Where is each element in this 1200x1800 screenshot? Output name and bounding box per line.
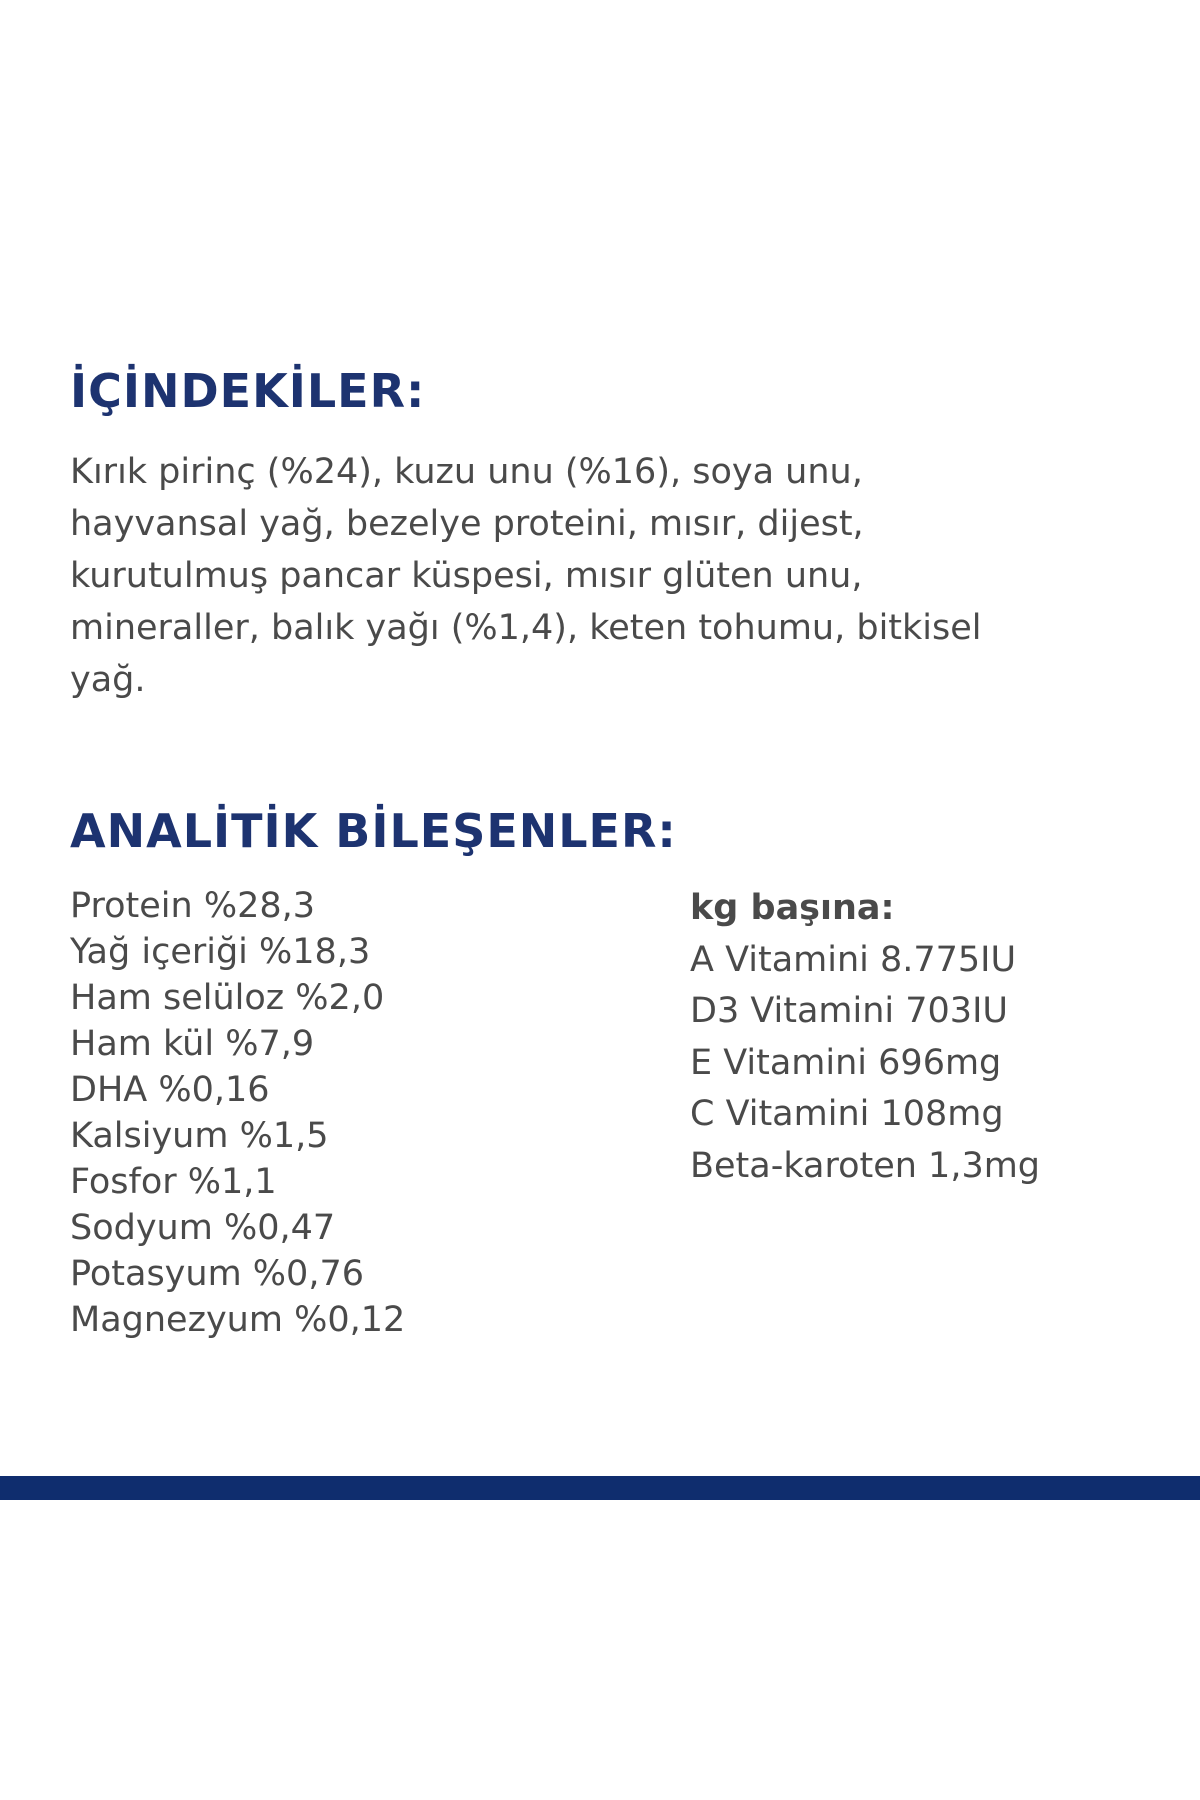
additive-item: A Vitamini 8.775IU [690, 939, 1017, 980]
constituent-item: Potasyum %0,76 [70, 1254, 364, 1294]
constituent-item: Ham selüloz %2,0 [70, 978, 385, 1018]
analytic-constituents-heading: ANALİTİK BİLEŞENLER: [70, 804, 677, 858]
additive-item: Beta-karoten 1,3mg [690, 1145, 1041, 1186]
additive-item: C Vitamini 108mg [690, 1094, 1004, 1134]
constituent-item: Yağ içeriği %18,3 [70, 932, 371, 972]
additive-item: D3 Vitamini 703IU [690, 991, 1009, 1031]
per-kg-title: kg başına: [690, 888, 895, 928]
footer-divider-bar [0, 1476, 1200, 1500]
constituent-item: Sodyum %0,47 [70, 1208, 336, 1248]
additive-item: E Vitamini 696mg [690, 1042, 1002, 1083]
constituent-item: DHA %0,16 [70, 1070, 270, 1110]
ingredients-text: Kırık pirinç (%24), kuzu unu (%16), soya unu, hayvansal yağ, bezelye proteini, mısır, dijest, kurutulmuş pancar küspesi, mısır glüten unu, mineraller, balık yağı (%1,4), keten tohumu, bitkisel yağ. [70, 452, 982, 700]
analytic-constituents-list [70, 883, 405, 1343]
ingredients-heading: İÇİNDEKİLER: [70, 364, 426, 418]
constituent-item: Protein %28,3 [70, 886, 315, 926]
constituent-item: Ham kül %7,9 [70, 1024, 315, 1064]
per-kg-additives-list [690, 883, 1040, 1192]
constituent-item: Kalsiyum %1,5 [70, 1116, 329, 1156]
constituent-item: Magnezyum %0,12 [70, 1300, 406, 1340]
constituent-item: Fosfor %1,1 [70, 1162, 277, 1202]
